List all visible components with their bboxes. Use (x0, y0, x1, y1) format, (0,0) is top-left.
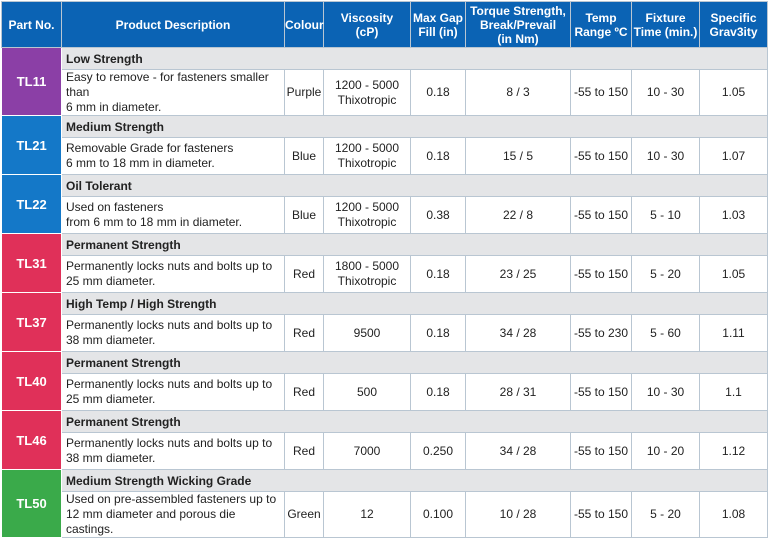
gap-cell: 0.38 (411, 197, 466, 234)
gravity-cell: 1.08 (700, 492, 768, 538)
part-number-cell: TL22 (2, 175, 62, 234)
gravity-cell: 1.11 (700, 315, 768, 352)
temp-cell: -55 to 150 (571, 492, 632, 538)
product-title: Oil Tolerant (62, 175, 768, 197)
product-description: Permanently locks nuts and bolts up to 38 mm diameter. (62, 433, 285, 470)
colour-cell: Red (285, 256, 324, 293)
torque-cell: 22 / 8 (466, 197, 571, 234)
gravity-cell: 1.05 (700, 256, 768, 293)
colour-cell: Red (285, 433, 324, 470)
table-row (2, 138, 768, 175)
part-number-cell: TL21 (2, 116, 62, 175)
fixture-cell: 10 - 30 (632, 138, 700, 175)
torque-cell: 15 / 5 (466, 138, 571, 175)
fixture-cell: 10 - 30 (632, 374, 700, 411)
colour-cell: Purple (285, 70, 324, 116)
product-description: Easy to remove - for fasteners smaller than 6 mm in diameter. (62, 70, 285, 116)
product-description: Removable Grade for fasteners 6 mm to 18 mm in diameter. (62, 138, 285, 175)
product-description: Used on fasteners from 6 mm to 18 mm in diameter. (62, 197, 285, 234)
product-title: Low Strength (62, 48, 768, 70)
product-description: Permanently locks nuts and bolts up to 38 mm diameter. (62, 315, 285, 352)
header-temp: Temp Range ºC (571, 2, 632, 48)
fixture-cell: 10 - 20 (632, 433, 700, 470)
gravity-cell: 1.12 (700, 433, 768, 470)
colour-cell: Red (285, 374, 324, 411)
table-row (2, 492, 768, 538)
fixture-cell: 5 - 20 (632, 492, 700, 538)
product-title: Permanent Strength (62, 411, 768, 433)
torque-cell: 8 / 3 (466, 70, 571, 116)
product-title: Permanent Strength (62, 352, 768, 374)
part-number-cell: TL37 (2, 293, 62, 352)
gap-cell: 0.18 (411, 374, 466, 411)
viscosity-cell: 7000 (324, 433, 411, 470)
temp-cell: -55 to 150 (571, 433, 632, 470)
table-row (2, 411, 768, 433)
table-row (2, 293, 768, 315)
header-colour: Colour (285, 2, 324, 48)
viscosity-cell: 1200 - 5000 Thixotropic (324, 197, 411, 234)
gap-cell: 0.100 (411, 492, 466, 538)
fixture-cell: 5 - 60 (632, 315, 700, 352)
temp-cell: -55 to 150 (571, 256, 632, 293)
table-row (2, 70, 768, 116)
temp-cell: -55 to 150 (571, 138, 632, 175)
header-specific-gravity: Specific Grav3ity (700, 2, 768, 48)
part-number-cell: TL40 (2, 352, 62, 411)
temp-cell: -55 to 150 (571, 70, 632, 116)
part-number-cell: TL50 (2, 470, 62, 538)
torque-cell: 34 / 28 (466, 433, 571, 470)
torque-cell: 23 / 25 (466, 256, 571, 293)
colour-cell: Blue (285, 138, 324, 175)
colour-cell: Blue (285, 197, 324, 234)
gap-cell: 0.18 (411, 256, 466, 293)
product-title: Medium Strength Wicking Grade (62, 470, 768, 492)
colour-cell: Red (285, 315, 324, 352)
product-title: High Temp / High Strength (62, 293, 768, 315)
gravity-cell: 1.07 (700, 138, 768, 175)
table-body (2, 48, 768, 538)
product-title: Permanent Strength (62, 234, 768, 256)
table-row (2, 352, 768, 374)
gravity-cell: 1.05 (700, 70, 768, 116)
gravity-cell: 1.1 (700, 374, 768, 411)
part-number-cell: TL46 (2, 411, 62, 470)
viscosity-cell: 1200 - 5000 Thixotropic (324, 70, 411, 116)
table-row (2, 197, 768, 234)
torque-cell: 10 / 28 (466, 492, 571, 538)
header-part-no: Part No. (2, 2, 62, 48)
part-number-cell: TL11 (2, 48, 62, 116)
table-row (2, 234, 768, 256)
header-torque: Torque Strength, Break/Prevail (in Nm) (466, 2, 571, 48)
temp-cell: -55 to 150 (571, 197, 632, 234)
table-row (2, 374, 768, 411)
table-row (2, 175, 768, 197)
product-description: Permanently locks nuts and bolts up to 25 mm diameter. (62, 374, 285, 411)
colour-cell: Green (285, 492, 324, 538)
header-description: Product Description (62, 2, 285, 48)
header-row (2, 2, 768, 48)
table-row (2, 433, 768, 470)
product-spec-table (1, 1, 768, 538)
product-title: Medium Strength (62, 116, 768, 138)
temp-cell: -55 to 230 (571, 315, 632, 352)
header-fixture: Fixture Time (min.) (632, 2, 700, 48)
header-viscosity: Viscosity (cP) (324, 2, 411, 48)
product-description: Used on pre-assembled fasteners up to 12 mm diameter and porous die castings. (62, 492, 285, 538)
header-max-gap: Max Gap Fill (in) (411, 2, 466, 48)
gravity-cell: 1.03 (700, 197, 768, 234)
part-number-cell: TL31 (2, 234, 62, 293)
viscosity-cell: 1200 - 5000 Thixotropic (324, 138, 411, 175)
viscosity-cell: 1800 - 5000 Thixotropic (324, 256, 411, 293)
product-description: Permanently locks nuts and bolts up to 25 mm diameter. (62, 256, 285, 293)
table-row (2, 48, 768, 70)
table-row (2, 470, 768, 492)
fixture-cell: 10 - 30 (632, 70, 700, 116)
torque-cell: 34 / 28 (466, 315, 571, 352)
viscosity-cell: 9500 (324, 315, 411, 352)
fixture-cell: 5 - 20 (632, 256, 700, 293)
table-row (2, 256, 768, 293)
torque-cell: 28 / 31 (466, 374, 571, 411)
fixture-cell: 5 - 10 (632, 197, 700, 234)
gap-cell: 0.250 (411, 433, 466, 470)
viscosity-cell: 12 (324, 492, 411, 538)
temp-cell: -55 to 150 (571, 374, 632, 411)
table-row (2, 116, 768, 138)
gap-cell: 0.18 (411, 70, 466, 116)
gap-cell: 0.18 (411, 138, 466, 175)
viscosity-cell: 500 (324, 374, 411, 411)
gap-cell: 0.18 (411, 315, 466, 352)
table-row (2, 315, 768, 352)
